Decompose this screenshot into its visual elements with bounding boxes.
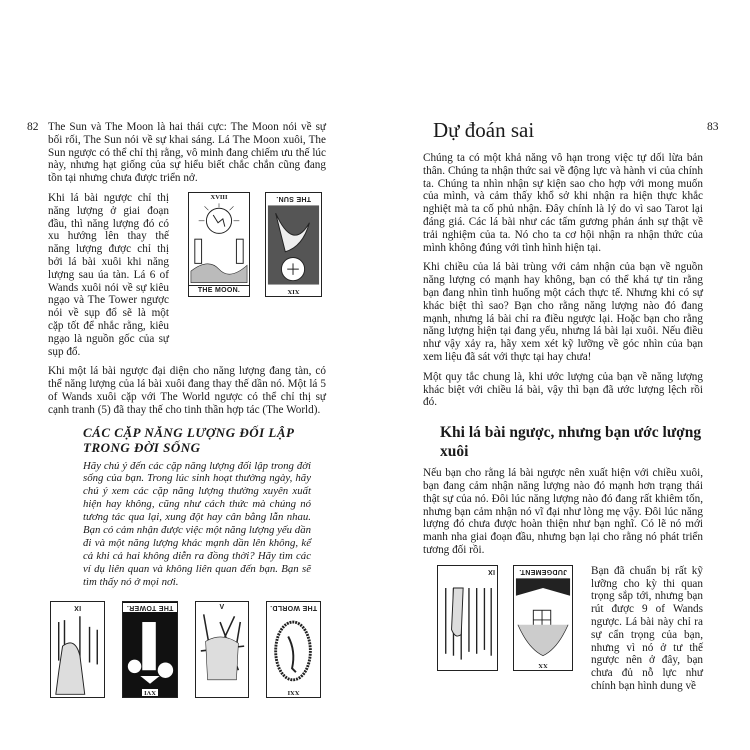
right-paragraph-3: Một quy tắc chung là, khi ước lượng của bạn về năng lượng khác biệt với chiều lá bài, vậy thì bạn đã ước lượng lệch rồi đó. <box>423 370 703 409</box>
page-number-right: 83 <box>707 121 719 133</box>
card-label: JUDGEMENT. <box>514 567 572 576</box>
right-paragraph-2: Khi chiều của lá bài trùng với cảm nhận của bạn về nguồn năng lượng có mạnh hay không, bạn có thể khá tự tin rằng bạn đang nhìn tình huống một cách thực tế. Nhưng khi có sự khác biệt thì sao? Bạn cho rằng năng lượng nào đó đang mạnh, nhưng lá bài chỉ ra điều ngược lại. Hoặc bạn cho rằng năng lượng hiện tại đang yếu, nhưng lá bài lại xuôi. Nếu điều như vậy xảy ra, hãy xem xét kỹ lưỡng về góc nhìn của bạn xem liệu đã sát với thực tại hay chưa! <box>423 261 703 363</box>
card-label: THE SUN. <box>266 194 321 203</box>
nine-of-wands-illustration <box>438 566 497 670</box>
card-numeral: XIX <box>287 287 300 295</box>
tarot-card-the-world-reversed <box>266 601 321 698</box>
left-paragraph-3: Khi một lá bài ngược đại diện cho năng lượng đang tàn, có thể năng lượng của lá bài xuôi đang thay thế dần nó. Một lá 5 of Wands xuôi cặp với The World ngược có thể chỉ thị sự cạnh tranh (5) đã thay thế cho tinh thần hợp tác (The World). <box>48 365 326 416</box>
tarot-card-5-of-wands <box>195 601 249 698</box>
right-cards-with-text <box>423 565 703 700</box>
page-number-left: 82 <box>27 121 39 133</box>
tarot-card-the-tower-reversed <box>122 601 178 698</box>
card-label: V <box>196 603 248 612</box>
card-numeral: XVIII <box>210 193 228 201</box>
left-paragraph-2: Khi lá bài ngược chỉ thị năng lượng ở giai đoạn đầu, thì năng lượng đó có xu hướng lên thay thế năng lượng được chỉ thị bởi lá bài xuôi khi năng lượng sau úa tàn. Lá 6 of Wands xuôi nói về sự kiêu ngạo và The Tower ngược nói về sụp đổ sẽ là một cặp tốt để nhắc rằng, kiêu ngạo là nguồn gốc của sự sụp đổ. <box>48 191 169 358</box>
tarot-card-the-moon <box>188 192 250 297</box>
tarot-card-9-of-wands-reversed <box>50 601 105 698</box>
world-illustration <box>267 602 320 697</box>
subheading: Khi lá bài ngược, nhưng bạn ước lượng xuôi <box>440 424 702 461</box>
tarot-card-the-sun-reversed <box>265 192 322 297</box>
right-paragraph-4: Nếu bạn cho rằng lá bài ngược nên xuất hiện với chiều xuôi, bạn đang cảm nhận năng lượng nào đó mạnh hơn trạng thái thật sự của nó. Đôi lúc năng lượng nào đó đang rất khiêm tốn, nhưng bạn cảm nhận nó vĩ đại như lòng mẹ vậy. Đôi lúc năng lượng đó chưa được hoàn thiện như bạn nghĩ. Có lẽ nó mới manh nha giai đoạn đầu, nhưng bạn lại cho rằng nó phát triển tương đối rồi. <box>423 467 703 556</box>
card-numeral: XX <box>538 661 548 669</box>
nine-of-wands-illustration <box>51 602 104 697</box>
left-paragraph-1: The Sun và The Moon là hai thái cực: The Moon nói về sự bối rối, The Sun nói về sự khai sáng. Lá The Moon xuôi, The Sun ngược có thể chỉ thị rằng, vô minh đang chiếm ưu thế lúc này, nhưng hạt giống của sự hiểu biết chắc chắn cũng đang tồn tại nhưng chưa được triển nở. <box>48 121 326 185</box>
card-numeral: XVI <box>144 688 156 696</box>
right-page-column <box>423 152 703 700</box>
moon-card-illustration <box>189 193 249 296</box>
box-text: Hãy chú ý đến các cặp năng lượng đối lập trong đời sống của bạn. Trong lúc sinh hoạt thường ngày, hãy chú ý xem các cặp năng lượng thường xuyên xuất hiện hay không, cũng như cách thức mà chúng nó tương tác qua lại, xung đột hay cân bằng lẫn nhau. Bạn có cảm nhận được việc một năng lượng yếu dần đi và một năng lượng khác mạnh dần lên không, kể cả khi cả hai không diễn ra đồng thời? Hãy tìm các ví dụ liên quan và không liên quan đến bạn. Bạn sẽ tìm thấy nó ở mọi nơi. <box>83 459 311 588</box>
five-of-wands-illustration <box>196 602 248 697</box>
left-page-column <box>48 121 326 698</box>
card-numeral: XXI <box>287 688 300 696</box>
judgement-illustration <box>514 566 572 670</box>
tower-illustration <box>123 602 177 697</box>
box-heading: CÁC CẶP NĂNG LƯỢNG ĐỐI LẬP TRONG ĐỜI SỐNG <box>83 424 294 455</box>
left-paragraph-2-with-cards <box>48 192 326 365</box>
card-label: IX <box>51 603 104 612</box>
card-label: THE TOWER. <box>123 603 177 612</box>
right-paragraph-1: Chúng ta có một khả năng vô hạn trong việc tự dối lừa bản thân. Chúng ta nhận thức sai về động lực và hành vi của chính ta. Chúng ta nhìn nhận sự kiện sao cho hợp với mong muốn của mình, và cảm thấy khổ sở khi nhận ra hiện thực khắc nghiệt mà ta cố phủ nhận. Đây chính là lý do vì sao Tarot lại đáng giá. Các lá bài như các tấm gương phản ánh sự thật về trải nghiệm của ta. Nó cho ta cơ hội nhận ra nhận thức của mình không đúng với tình hình hiện tại. <box>423 152 703 254</box>
card-label: THE WORLD. <box>267 603 320 612</box>
card-label: IX <box>438 567 497 576</box>
tarot-card-9-of-wands-reversed <box>437 565 498 671</box>
page-heading: Dự đoán sai <box>433 118 535 142</box>
right-paragraph-5: Bạn đã chuẩn bị rất kỹ lưỡng cho kỳ thi quan trọng sắp tới, nhưng bạn rút được 9 of Wands ngược. Lá bài này chỉ ra sự cẩn trọng của bạn, nhưng vì nó ở tư thế ngược nên ở đây, bạn chưa đủ nỗ lực như chính bạn hình dung về <box>591 564 703 692</box>
sun-card-illustration <box>266 193 321 296</box>
bottom-card-row <box>50 601 326 698</box>
tarot-card-judgement-reversed <box>513 565 573 671</box>
card-label: THE MOON. <box>189 285 249 295</box>
